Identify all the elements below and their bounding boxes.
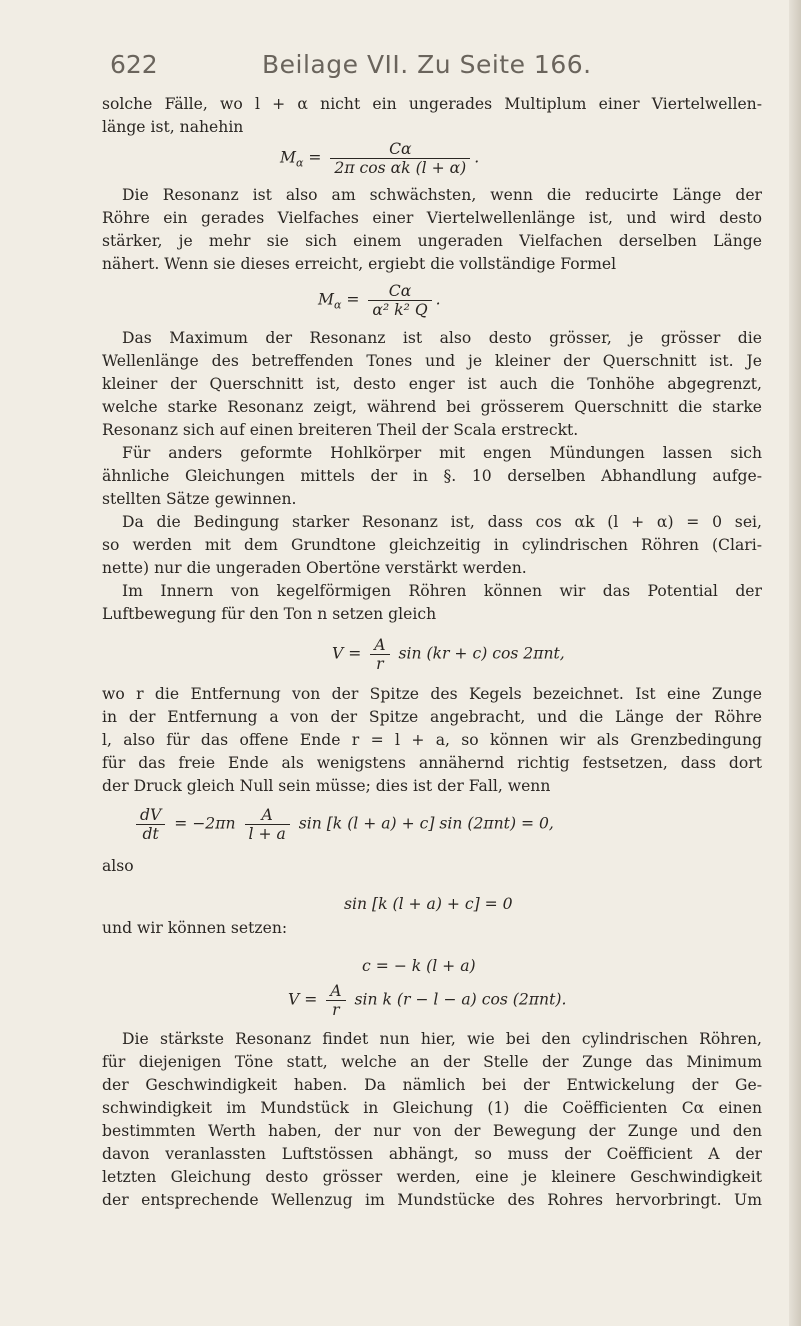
- text-line: Wellenlänge des betreffenden Tones und je kleiner der Querschnitt ist. Je: [102, 352, 762, 370]
- text-line: Luftbewegung für den Ton n setzen gleich: [102, 605, 437, 623]
- equation-2: $M_\alpha$ = $\frac{C\alpha}{\text{α² k² Q}}$ .: [318, 282, 441, 319]
- text-line: letzten Gleichung desto grösser werden, eine je kleinere Geschwindigkeit: [102, 1168, 762, 1186]
- running-header: [102, 50, 762, 86]
- text-line: schwindigkeit im Mundstück in Gleichung (1) die Coëfficienten Cα einen: [102, 1099, 762, 1117]
- text-line: Da die Bedingung starker Resonanz ist, dass cos αk (l + α) = 0 sei,: [122, 513, 762, 531]
- page-edge: [789, 0, 801, 1326]
- equation-1: $M_\alpha$ = $\frac{C\alpha}{\text{2π cos αk (l + α)}}$ .: [280, 140, 480, 177]
- text-line: so werden mit dem Grundtone gleichzeitig in cylindrischen Röhren (Clari-: [102, 536, 762, 554]
- text-line: nette) nur die ungeraden Obertöne verstärkt werden.: [102, 559, 527, 577]
- text-line: kleiner der Querschnitt ist, desto enger ist auch die Tonhöhe abgegrenzt,: [102, 375, 762, 393]
- page-number: 622: [110, 50, 158, 79]
- also-label: also: [102, 857, 134, 875]
- text-line: der Druck gleich Null sein müsse; dies ist der Fall, wenn: [102, 777, 551, 795]
- text-line: Für anders geformte Hohlkörper mit engen Mündungen lassen sich: [122, 444, 762, 462]
- text-line: davon veranlassten Luftstössen abhängt, so muss der Coëfficient A der: [102, 1145, 762, 1163]
- und-label: und wir können setzen:: [102, 919, 288, 937]
- text-line: nähert. Wenn sie dieses erreicht, ergiebt die vollständige Formel: [102, 255, 617, 273]
- text-line: der entsprechende Wellenzug im Mundstücke des Rohres hervorbringt. Um: [102, 1191, 762, 1209]
- text-line: in der Entfernung a von der Spitze angebracht, und die Länge der Röhre: [102, 708, 762, 726]
- equation-4: $\frac{dV}{dt}$ = −2πn $\frac{A}{l + a}$ sin [k (l + a) + c] sin (2πnt) = 0,: [132, 806, 554, 843]
- text-line: ähnliche Gleichungen mittels der in §. 10 derselben Abhandlung aufge-: [102, 467, 762, 485]
- text-line: Das Maximum der Resonanz ist also desto grösser, je grösser die: [122, 329, 762, 347]
- text-line: Die stärkste Resonanz findet nun hier, wie bei den cylindrischen Röhren,: [122, 1030, 762, 1048]
- text-line: l, also für das offene Ende r = l + a, so können wir als Grenzbedingung: [102, 731, 762, 749]
- equation-5: sin [k (l + a) + c] = 0: [344, 895, 513, 913]
- text-line: welche starke Resonanz zeigt, während bei grösserem Querschnitt die starke: [102, 398, 762, 416]
- text-line: Resonanz sich auf einen breiteren Theil der Scala erstreckt.: [102, 421, 579, 439]
- text-line: bestimmten Werth haben, der nur von der Bewegung der Zunge und den: [102, 1122, 762, 1140]
- equation-6: c = − k (l + a): [362, 957, 476, 975]
- text-line: für diejenigen Töne statt, welche an der Stelle der Zunge das Minimum: [102, 1053, 762, 1071]
- text-line: stärker, je mehr sie sich einem ungeraden Vielfachen derselben Länge: [102, 232, 762, 250]
- text-line: Röhre ein gerades Vielfaches einer Viertelwellenlänge ist, und wird desto: [102, 209, 762, 227]
- header-title: Beilage VII. Zu Seite 166.: [262, 50, 592, 79]
- text-line: Im Innern von kegelförmigen Röhren können wir das Potential der: [122, 582, 762, 600]
- text-line: Die Resonanz ist also am schwächsten, wenn die reducirte Länge der: [122, 186, 762, 204]
- equation-7: V = $\frac{A}{r}$ sin k (r − l − a) cos (2πnt).: [288, 982, 567, 1019]
- text-line: der Geschwindigkeit haben. Da nämlich bei der Entwickelung der Ge-: [102, 1076, 762, 1094]
- equation-3: V = $\frac{A}{r}$ sin (kr + c) cos 2πnt,: [332, 636, 565, 673]
- text-line: solche Fälle, wo l + α nicht ein ungerades Multiplum einer Viertelwellen-: [102, 95, 762, 113]
- text-line: stellten Sätze gewinnen.: [102, 490, 297, 508]
- text-line: länge ist, nahehin: [102, 118, 244, 136]
- text-line: für das freie Ende als wenigstens annähernd richtig festsetzen, dass dort: [102, 754, 762, 772]
- text-line: wo r die Entfernung von der Spitze des Kegels bezeichnet. Ist eine Zunge: [102, 685, 762, 703]
